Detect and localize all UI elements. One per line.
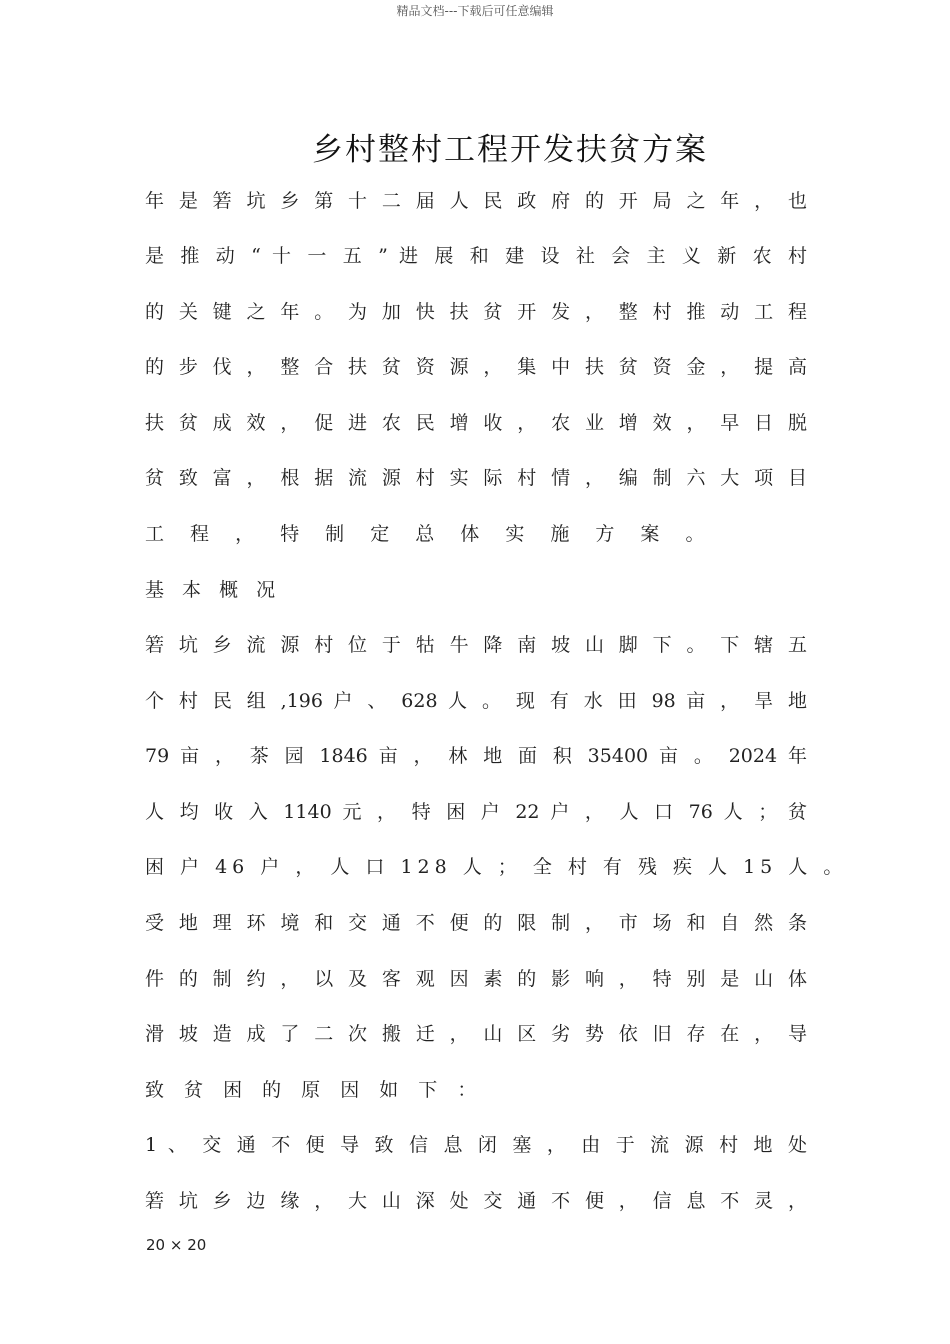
text-line: 贫 致 富 ， 根 据 流 源 村 实 际 村 情 ， 编 制 六 大 项 目	[145, 467, 807, 489]
header-note: 精品文档---下载后可任意编辑	[396, 4, 554, 18]
text-line: 1 、 交 通 不 便 导 致 信 息 闭 塞 ， 由 于 流 源 村 地 处	[145, 1134, 807, 1156]
text-line: 致 贫 困 的 原 因 如 下 ：	[145, 1079, 484, 1101]
text-line: 滑 坡 造 成 了 二 次 搬 迁 ， 山 区 劣 势 依 旧 存 在 ， 导	[145, 1023, 807, 1045]
document-title: 乡村整村工程开发扶贫方案	[312, 132, 708, 168]
text-line: 工 程 ， 特 制 定 总 体 实 施 方 案 。	[145, 523, 715, 545]
text-line: 箬 坑 乡 边 缘 ， 大 山 深 处 交 通 不 便 ， 信 息 不 灵 ，	[145, 1190, 807, 1212]
text-line: 个 村 民 组 ,196 户 、 628 人 。 现 有 水 田 98 亩 ， 旱 地	[145, 690, 807, 712]
text-line: 箬 坑 乡 流 源 村 位 于 牯 牛 降 南 坡 山 脚 下 。 下 辖 五	[145, 634, 807, 656]
text-line: 79 亩 ， 茶 园 1846 亩 ， 林 地 面 积 35400 亩 。 2024 年	[145, 745, 807, 767]
text-line: 人 均 收 入 1140 元 ， 特 困 户 22 户 ， 人 口 76 人 ； 贫	[145, 801, 807, 823]
text-line: 件 的 制 约 ， 以 及 客 观 因 素 的 影 响 ， 特 别 是 山 体	[145, 968, 807, 990]
text-line: 困 户 46 户 ， 人 口 128 人 ； 全 村 有 残 疾 人 15 人 。	[145, 856, 848, 878]
text-line: 受 地 理 环 境 和 交 通 不 便 的 限 制 ， 市 场 和 自 然 条	[145, 912, 807, 934]
text-line: 的 关 键 之 年 。 为 加 快 扶 贫 开 发 ， 整 村 推 动 工 程	[145, 301, 807, 323]
section-heading: 基 本 概 况	[145, 579, 282, 601]
text-line: 是 推 动 “ 十 一 五 ” 进 展 和 建 设 社 会 主 义 新 农 村	[145, 245, 807, 267]
text-line: 年 是 箬 坑 乡 第 十 二 届 人 民 政 府 的 开 局 之 年 ， 也	[145, 190, 807, 212]
text-line: 的 步 伐 ， 整 合 扶 贫 资 源 ， 集 中 扶 贫 资 金 ， 提 高	[145, 356, 807, 378]
footer-mark: 20 × 20	[146, 1236, 207, 1254]
text-line: 扶 贫 成 效 ， 促 进 农 民 增 收 ， 农 业 增 效 ， 早 日 脱	[145, 412, 807, 434]
